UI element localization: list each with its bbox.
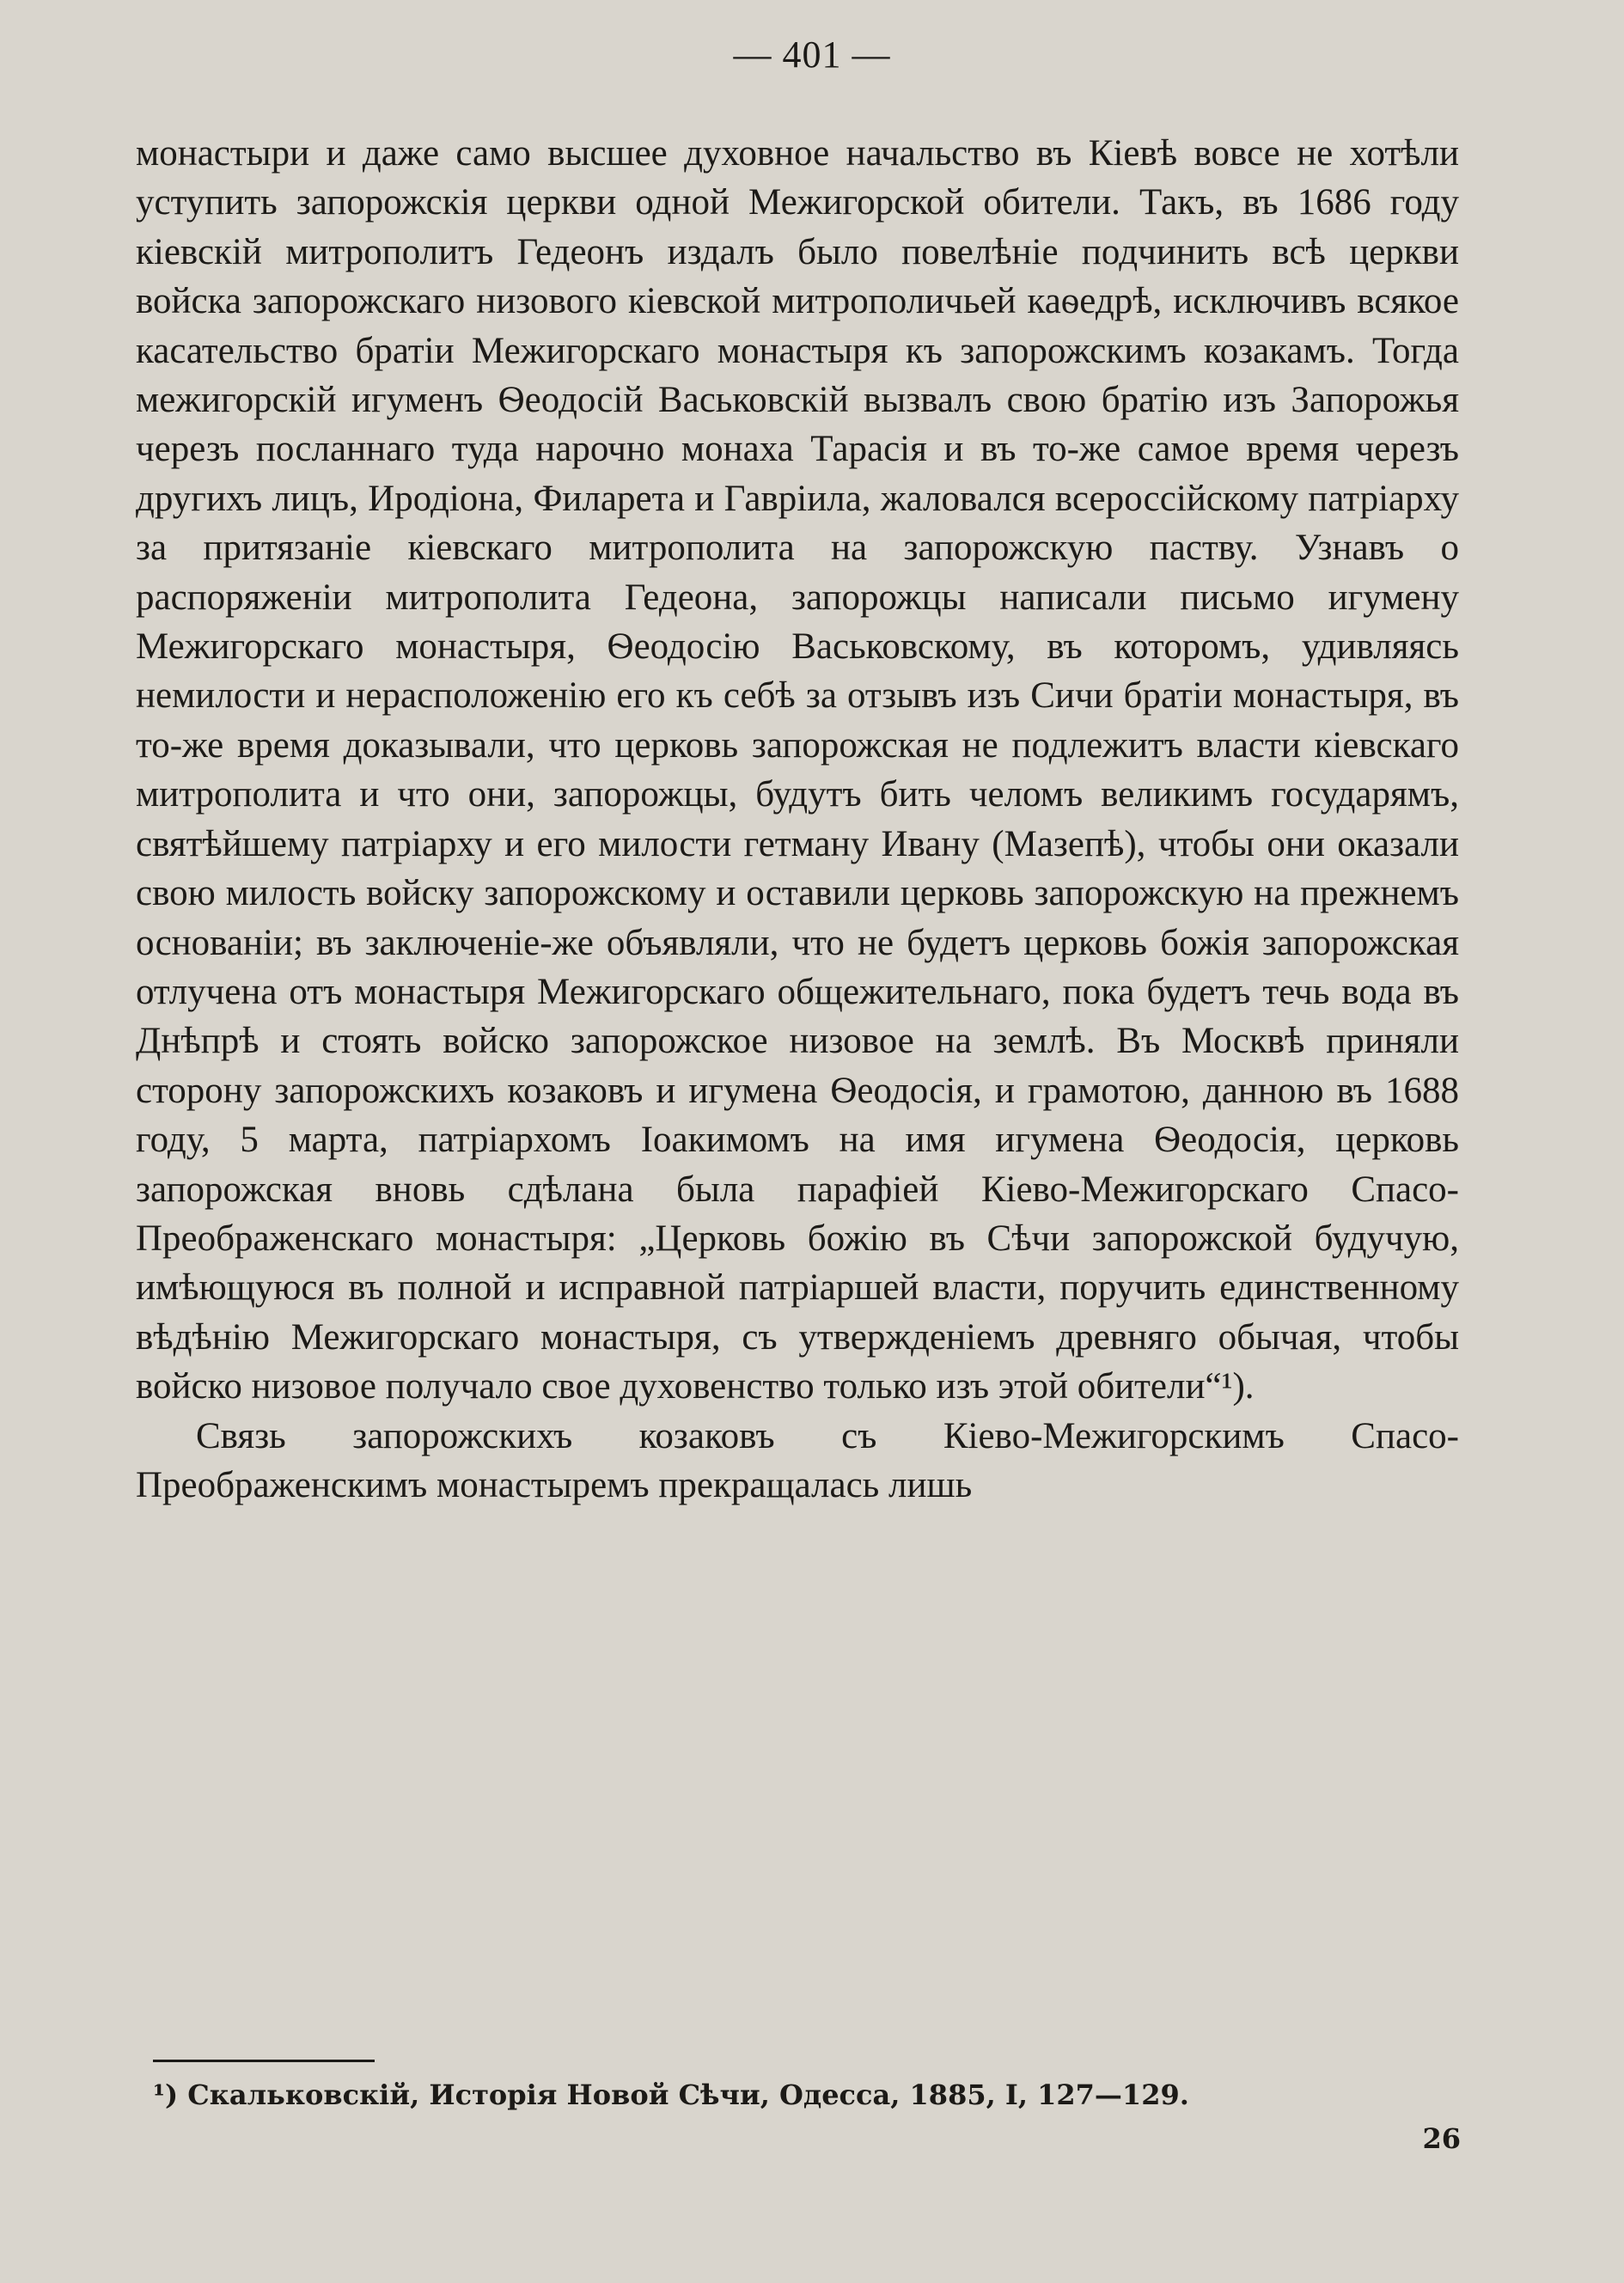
body-text — [136, 129, 1459, 1510]
paragraph-1: монастыри и даже само высшее духовное начальство въ Кіевѣ вовсе не хотѣли уступить запорожскія церкви одной Межигорской обители. Такъ, въ 1686 году кіевскій митрополитъ Гедеонъ издалъ было повелѣніе подчинить всѣ церкви войска запорожскаго низового кіевской митрополичьей каѳедрѣ, исключивъ всякое касательство братіи Межигорскаго монастыря къ запорожскимъ козакамъ. Тогда межигорскій игуменъ Ѳеодосій Васьковскій вызвалъ свою братію изъ Запорожья черезъ посланнаго туда нарочно монаха Тарасія и въ то-же самое время черезъ другихъ лицъ, Иродіона, Филарета и Гавріила, жаловался всероссійскому патріарху за притязаніе кіевскаго митрополита на запорожскую паству. Узнавъ о распоряженіи митрополита Гедеона, запорожцы написали письмо игумену Межигорскаго монастыря, Ѳеодосію Васьковскому, въ которомъ, удивляясь немилости и нерасположенію его къ себѣ за отзывъ изъ Сичи братіи монастыря, въ то-же время доказывали, что церковь запорожская не подлежитъ власти кіевскаго митрополита и что они, запорожцы, будутъ бить челомъ великимъ государямъ, святѣйшему патріарху и его милости гетману Ивану (Мазепѣ), чтобы они оказали свою милость войску запорожскому и оставили церковь запорожскую на прежнемъ основаніи; въ заключеніе-же объявляли, что не будетъ церковь божія запорожская отлучена отъ монастыря Межигорскаго общежительнаго, пока будетъ течь вода въ Днѣпрѣ и стоять войско запорожское низовое на землѣ. Въ Москвѣ приняли сторону запорожскихъ козаковъ и игумена Ѳеодосія, и грамотою, данною въ 1688 году, 5 марта, патріархомъ Іоакимомъ на имя игумена Ѳеодосія, церковь запорожская вновь сдѣлана была парафіей Кіево-Межигорскаго Спасо-Преображенскаго монастыря: „Церковь божію въ Сѣчи запорожской будучую, имѣющуюся въ полной и исправной патріаршей власти, поручить единственному вѣдѣнію Межигорскаго монастыря, съ утвержденіемъ древняго обычая, чтобы войско низовое получало свое духовенство только изъ этой обители“¹). — [136, 133, 1459, 1407]
footnote: ¹) Скальковскій, Исторія Новой Сѣчи, Одесса, 1885, I, 127—129. — [153, 2079, 1189, 2111]
footnote-divider — [153, 2060, 375, 2062]
signature-mark: 26 — [1422, 2122, 1461, 2155]
paragraph-2: Связь запорожскихъ козаковъ съ Кіево-Межигорскимъ Спасо-Преображенскимъ монастыремъ прекращалась лишь — [136, 1415, 1459, 1505]
page-number: — 401 — — [733, 34, 891, 76]
